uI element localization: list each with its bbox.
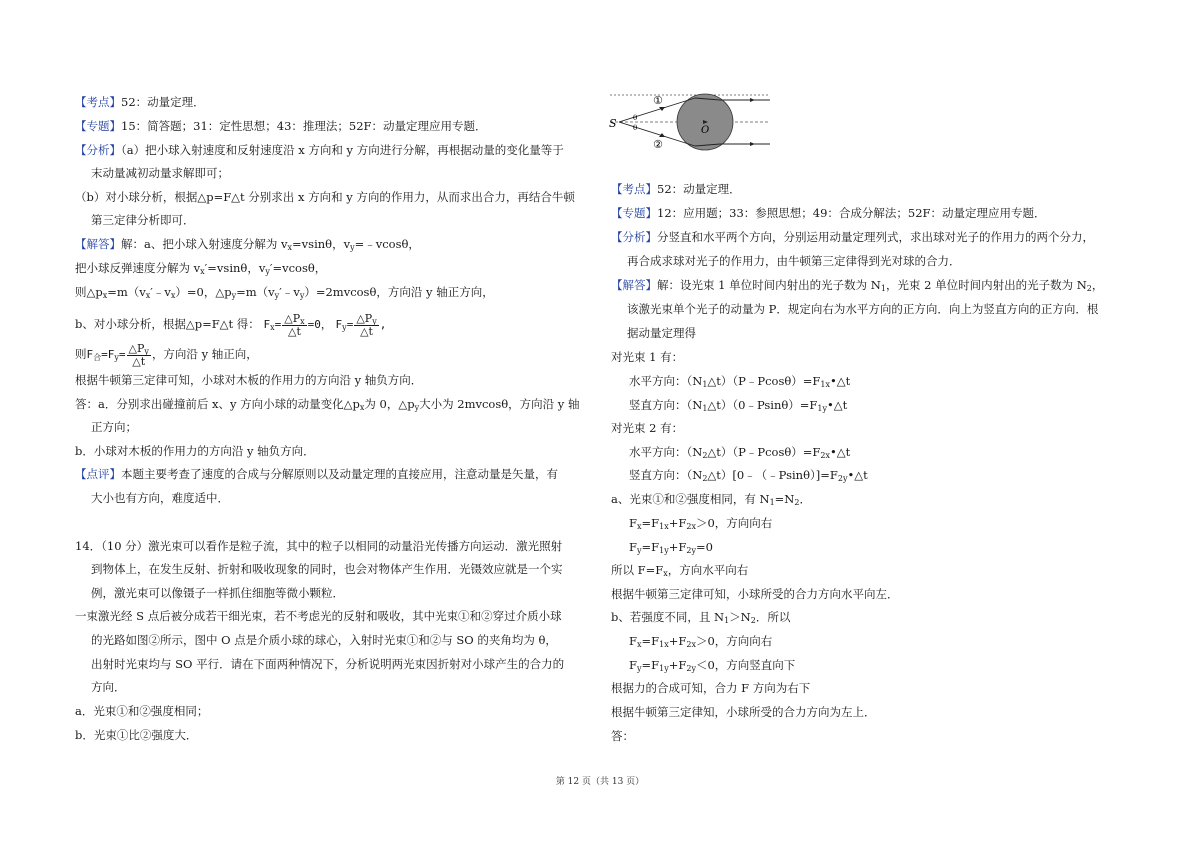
r-jieda-text: ，光束 2 单位时间内射出的光子数为 N [885,278,1087,292]
sub: x [663,569,668,578]
eq-text: 水平方向：（N [629,374,703,388]
beam1-heading: 对光束 1 有： [611,350,684,364]
sub: 2 [702,451,708,460]
eq-text: 水平方向：（N [629,445,703,459]
sub: 1 [769,498,775,507]
case-a-line-4 [611,562,748,578]
q14-line-3: 例，激光束可以像镊子一样抓住细胞等微小颗粒． [91,586,344,600]
eq-text: +F [668,516,687,530]
q14-line-6: 出射时光束均与 SO 平行．请在下面两种情况下，分析说明两光束因折射对小球产生的合力的 [91,657,565,671]
q14-option-a: a．光束①和②强度相同； [75,704,209,718]
sub: 1 [724,616,730,625]
r-kaodian-tag: 【考点】 [611,182,657,196]
eq-text: •△t [827,398,848,412]
jieda-text: ′﹣v [279,285,300,299]
force-symbol: F [335,318,343,331]
label-o: O [701,125,710,136]
sub: 1 [702,380,708,389]
eq-text: 竖直方向：（N [629,468,703,482]
eq-text: ＜0，方向竖直向下 [695,658,796,672]
jieda-line-4 [75,312,386,336]
dianping-line-1 [75,466,558,482]
frac-den: △t [287,324,301,338]
r-kaodian-line [611,181,741,197]
case-b-line-1 [611,609,790,625]
jieda-tag: 【解答】 [75,237,121,251]
jieda-line-5 [75,342,258,366]
fenxi-line-1 [75,142,564,158]
frac-num [282,313,306,326]
jieda-text: ′=vcosθ， [269,261,327,275]
eq-text: +F [668,658,687,672]
force-symbol: F [86,348,94,361]
sub: y [414,403,420,412]
dianping-line-2: 大小也有方向，难度适中． [91,491,229,505]
eq-text: △t）（P﹣Pcosθ）=F [707,445,821,459]
zhuanti-text: 15：简答题；31：定性思想；43：推理法；52F：动量定理应用专题． [121,119,487,133]
jieda-line-6: 根据牛顿第三定律可知，小球对木板的作用力的方向沿 y 轴负方向． [75,373,423,387]
sub: x [300,316,305,326]
r-jieda-text: 解：设光束 1 单位时间内射出的光子数为 N [657,278,881,292]
sub: x [636,522,642,531]
frac-den: △t [360,324,373,338]
answer-label: 答： [611,729,634,743]
case-a-line-5: 根据牛顿第三定律可知，小球所受的合力方向水平向左． [611,587,899,601]
sub: x [200,267,205,276]
frac-num [127,343,151,356]
r-zhuanti-text: 12：应用题；33：参照思想；49：合成分解法；52F：动量定理应用专题． [657,206,1046,220]
eq-text: +F [668,634,687,648]
jieda-text: 把小球反弹速度分解为 v [75,261,201,275]
jieda-text: ，方向沿 y 轴正向， [151,347,258,361]
da-text: 答：a．分别求出碰撞前后 x、y 方向小球的动量变化△p [75,397,360,411]
q14-line-5: 的光路如图②所示，图中 O 点是介质小球的球心，入射时光束①和②与 SO 的夹角均为 θ， [91,633,557,647]
beam2-heading: 对光束 2 有： [611,421,684,435]
sub: 2 [1086,284,1092,293]
sub: 2 [794,498,800,507]
kaodian-text: 52：动量定理． [121,95,205,109]
eq-text: △t）[0﹣（﹣Psinθ）]=F [707,468,838,482]
eq-text: +F [668,540,687,554]
da-line-3: b．小球对木板的作用力的方向沿 y 轴负方向． [75,444,315,458]
r-zhuanti-line [611,205,1046,221]
jieda-text: 则△p [75,285,103,299]
arrow-2-out [750,142,755,146]
r-jieda-line-1 [611,277,1103,293]
fenxi-tag: 【分析】 [75,143,121,157]
eq-text: =F [641,658,660,672]
sub: 1y [659,546,669,555]
sub: x [270,323,275,332]
frac-den: △t [132,354,146,368]
label-s: S [609,117,617,130]
sub: y [299,291,305,300]
q14-line-7: 方向． [91,680,126,694]
equals-zero: =0， [307,318,332,331]
sub: y [372,316,377,326]
r-jieda-tag: 【解答】 [611,278,657,292]
eq-text: =0 [695,540,713,554]
jieda-text: =vsinθ，v [292,237,351,251]
eq-text: △t）（P﹣Pcosθ）=F [707,374,821,388]
case-a-line-1 [611,491,811,507]
sub: y [274,291,280,300]
label-theta-1: θ [633,114,638,122]
q14-line-1: 14．（10 分）激光束可以看作是粒子流，其中的粒子以相同的动量沿光传播方向运动．激光照射 [75,539,563,553]
force-symbol: F [263,318,271,331]
case-a-line-3 [629,539,713,555]
sub: y [114,353,119,362]
page-footer: 第 12 页（共 13 页） [555,777,645,787]
sub: y [350,243,355,252]
sub: x [359,403,365,412]
beam1-horizontal [629,373,850,389]
r-fenxi-line-1 [611,229,1094,245]
eq-text: ＞0，方向向右 [695,516,773,530]
equals: = [118,348,126,361]
eq-text: •△t [830,374,851,388]
eq-text: F [629,634,637,648]
da-line-1 [75,396,579,412]
r-fenxi-line-2: 再合成求球对光子的作用力，由牛顿第三定律得到光对球的合力． [627,254,961,268]
r-jieda-text: ， [1091,278,1104,292]
laser-sphere-figure [605,90,775,158]
case-b-line-2 [629,633,772,649]
sub: 1 [880,284,886,293]
beam2-horizontal [629,444,850,460]
jieda-text: b、对小球分析，根据△p=F△t 得： [75,317,260,331]
sub: y [144,346,149,356]
arrow-1-out [750,98,755,102]
eq-text: =F [641,540,660,554]
sub: 1x [659,522,669,531]
eq-text: •△t [847,468,868,482]
eq-text: =N [774,492,795,506]
sub: y [265,267,270,276]
case-b-line-3 [629,657,795,673]
sub: x [102,291,108,300]
q14-line-2: 到物体上，在发生反射、折射和吸收现象的同时，也会对物体产生作用．光镊效应就是一个实 [91,562,563,576]
sub: 2y [837,474,848,483]
zhuanti-tag: 【专题】 [75,119,121,133]
eq-text: b、若强度不同，且 N [611,610,725,624]
sub: 合 [93,353,102,362]
eq-text: 所以 F=F [611,563,664,577]
q14-line-4: 一束激光经 S 点后被分成若干细光束，若不考虑光的反射和吸收，其中光束①和②穿过介质小球 [75,609,562,623]
sub: 2y [686,546,696,555]
sub: x [636,640,642,649]
jieda-text: =m（v [107,285,146,299]
sub: 2y [686,664,696,673]
jieda-text: =m（v [236,285,275,299]
frac-num-text: △P [356,311,373,325]
sub: 2 [750,616,756,625]
jieda-text: =﹣vcosθ， [354,237,420,251]
sub: x [170,291,176,300]
kaodian-line [75,94,205,110]
dianping-text: 本题主要考查了速度的合成与分解原则以及动量定理的直接应用，注意动量是矢量，有 [121,467,558,481]
r-fenxi-tag: 【分析】 [611,230,657,244]
fenxi-line-4: 第三定律分析即可． [91,213,195,227]
label-beam-1: ① [653,94,663,107]
jieda-text: ′=vsinθ，v [204,261,266,275]
eq-text: ． [799,492,811,506]
kaodian-tag: 【考点】 [75,95,121,109]
eq-text: △t）（0﹣Psinθ）=F [707,398,818,412]
sub: 1 [702,404,708,413]
eq-text: ．所以 [755,610,791,624]
frac-num-text: △P [128,341,145,355]
sub: 1y [659,664,669,673]
eq-text: 竖直方向：（N [629,398,703,412]
sub: 1y [817,404,828,413]
fraction-py [354,313,378,338]
eq-text: =F [641,516,660,530]
comma: , [379,318,387,331]
da-line-2: 正方向； [91,420,137,434]
eq-text: •△t [830,445,851,459]
q14-option-b: b．光束①比②强度大． [75,728,198,742]
eq-text: F [629,540,637,554]
equals: = [346,318,354,331]
beam1-vertical [629,397,847,413]
sub: y [636,546,642,555]
sub: y [231,291,237,300]
jieda-text: ′﹣v [150,285,171,299]
r-jieda-line-3: 据动量定理得 [627,326,696,340]
jieda-text: ）=2mvcosθ，方向沿 y 轴正方向， [304,285,494,299]
sub: y [636,664,642,673]
r-zhuanti-tag: 【专题】 [611,206,657,220]
label-beam-2: ② [653,138,663,151]
case-b-line-5: 根据牛顿第三定律知，小球所受的合力方向为左上． [611,705,876,719]
eq-text: ，方向水平向右 [667,563,749,577]
eq-text: =F [641,634,660,648]
eq-text: ＞N [729,610,751,624]
sub: 2x [686,640,696,649]
eq-text: ＞0，方向向右 [695,634,773,648]
fenxi-line-2: 末动量减初动量求解即可； [91,166,229,180]
sub: x [145,291,151,300]
sub: 1x [659,640,669,649]
fenxi-text-a1: （a）把小球入射速度和反射速度沿 x 方向和 y 方向进行分解，再根据动量的变化量等于 [121,143,564,157]
sub: 1x [820,380,831,389]
sub: 2x [820,451,831,460]
equals-f: =F [101,348,115,361]
jieda-line-3 [75,284,494,300]
case-b-line-4: 根据力的合成可知，合力 F 方向为右下 [611,681,811,695]
jieda-text: ）=0，△p [175,285,232,299]
label-theta-2: θ [633,124,638,132]
sub: 2x [686,522,696,531]
jieda-line-2 [75,260,326,276]
jieda-line-1 [75,236,420,252]
da-text: 为 0，△p [364,397,415,411]
sub: y [342,323,347,332]
equals: = [274,318,282,331]
frac-num-text: △P [284,311,301,325]
fraction-py [127,343,151,368]
jieda-text: 则 [75,347,87,361]
case-a-line-2 [629,515,772,531]
r-fenxi-text: 分竖直和水平两个方向，分别运用动量定理列式，求出球对光子的作用力的两个分力， [657,230,1094,244]
dianping-tag: 【点评】 [75,467,121,481]
eq-text: a、光束①和②强度相同，有 N [611,492,770,506]
sub: x [287,243,293,252]
eq-text: F [629,658,637,672]
fenxi-line-3: （b）对小球分析，根据△p=F△t 分别求出 x 方向和 y 方向的作用力，从而求出合力，再结合牛顿 [75,190,575,204]
frac-num [354,313,378,326]
fraction-px [282,313,306,338]
sub: 2 [702,474,708,483]
da-text: 大小为 2mvcosθ，方向沿 y 轴 [419,397,580,411]
beam2-vertical [629,467,868,483]
r-kaodian-text: 52：动量定理． [657,182,741,196]
r-jieda-line-2: 该激光束单个光子的动量为 P．规定向右为水平方向的正方向．向上为竖直方向的正方向．根 [627,302,1099,316]
zhuanti-line [75,118,487,134]
jieda-text: 解：a、把小球入射速度分解为 v [121,237,288,251]
eq-text: F [629,516,637,530]
